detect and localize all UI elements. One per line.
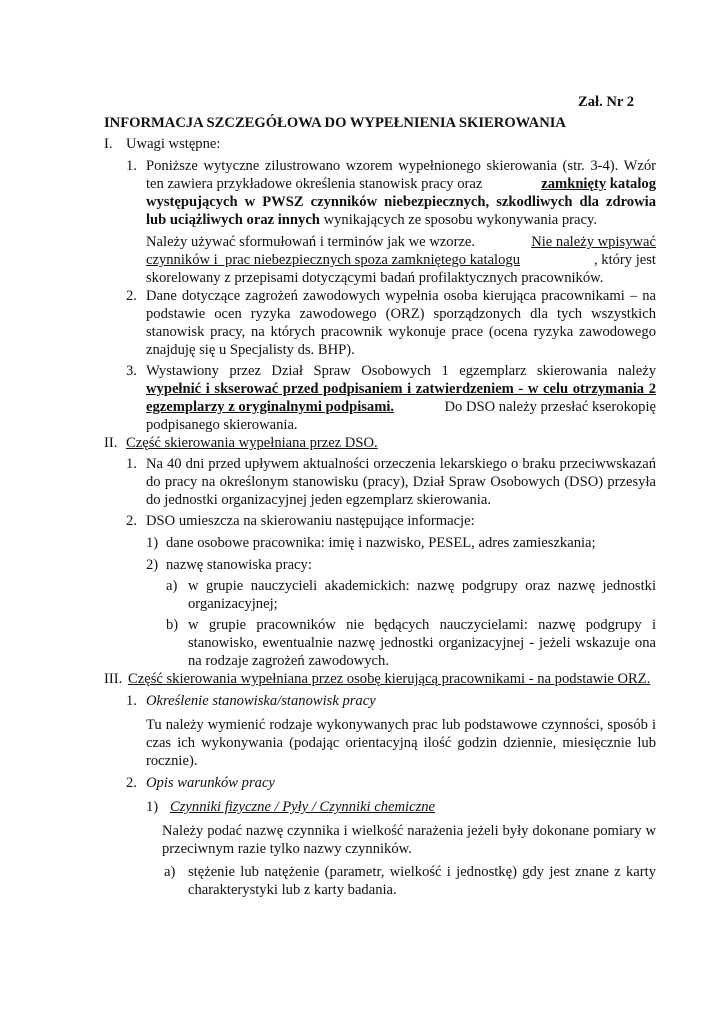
- s3-item-1-number: 1.: [126, 693, 137, 709]
- s1-item-2-number: 2.: [126, 288, 137, 304]
- s1-item-3-number: 3.: [126, 363, 137, 379]
- s2-item-1-number: 1.: [126, 456, 137, 472]
- s3-item-2-title: Opis warunków pracy: [146, 775, 275, 791]
- s1-item-1-line-4: [146, 211, 597, 229]
- s3-item-1-line-2: czas ich wykonywania (podając orientacyjną ilość godzin dziennie, miesięcznie lub: [146, 735, 656, 751]
- text-run: zamknięty katalog: [541, 176, 656, 192]
- s1-item-1-number: 1.: [126, 158, 137, 174]
- s2-sub-a-line-1: w grupie nauczycieli akademickich: nazwę podgrupy oraz nazwę jednostki: [188, 578, 656, 594]
- s1-item-3-line-4: podpisanego skierowania.: [146, 417, 298, 433]
- s3-sub-1-number: 1): [146, 799, 159, 815]
- s2-sub-1-text: dane osobowe pracownika: imię i nazwisko, PESEL, adres zamieszkania;: [166, 535, 596, 551]
- s2-sub-b-line-1: w grupie pracowników nie będących nauczycielami: nazwę podgrupy i: [188, 617, 656, 633]
- text-run: Należy używać sformułowań i terminów jak we wzorze.: [146, 234, 476, 250]
- s1-item-2-line-1: Dane dotyczące zagrożeń zawodowych wypełnia osoba kierująca pracownikami – na: [146, 288, 656, 304]
- section-1-heading: Uwagi wstępne:: [126, 136, 221, 152]
- text-run: Nie należy wpisywać: [531, 234, 656, 250]
- section-2-heading: Część skierowania wypełniana przez DSO.: [126, 435, 378, 451]
- s1-item-1b-line-2: [146, 251, 656, 269]
- text-run: wynikających ze sposobu wykonywania pracy.: [323, 212, 597, 228]
- s1-item-3-line-3: [146, 398, 656, 416]
- s1-item-3-line-2: wypełnić i skserować przed podpisaniem i zatwierdzeniem - w celu otrzymania 2: [146, 381, 656, 397]
- s2-sub-2-number: 2): [146, 557, 159, 573]
- s3-item-1-line-1: Tu należy wymienić rodzaje wykonywanych prac lub podstawowe czynności, sposób i: [146, 717, 656, 733]
- s3-sub-a-line-1: stężenie lub natężenie (parametr, wielkość i jednostkę) gdy jest znane z karty: [188, 864, 656, 880]
- s2-item-1-line-1: Na 40 dni przed upływem aktualności orzeczenia lekarskiego o braku przeciwwskazań: [146, 456, 656, 472]
- s3-sub-a-number: a): [164, 864, 176, 880]
- s1-item-1b-line-3: skorelowany z przepisami dotyczącymi badań profilaktycznych pracowników.: [146, 270, 604, 286]
- s1-item-1-line-1: Poniższe wytyczne zilustrowano wzorem wypełnionego skierowania (str. 3-4). Wzór: [146, 158, 656, 174]
- text-run: czynników i prac niebezpiecznych spoza zamkniętego katalogu: [146, 252, 521, 268]
- s2-item-2-line-1: DSO umieszcza na skierowaniu następujące informacje:: [146, 513, 475, 529]
- s3-item-2-number: 2.: [126, 775, 137, 791]
- s3-sub-a-line-2: charakterystyki lub z karty badania.: [188, 882, 397, 898]
- s2-sub-b-line-3: na rodzaje zagrożeń zawodowych.: [188, 653, 389, 669]
- s2-sub-b-number: b): [166, 617, 179, 633]
- document-title: INFORMACJA SZCZEGÓŁOWA DO WYPEŁNIENIA SKIEROWANIA: [104, 115, 566, 131]
- section-2-number: II.: [104, 435, 118, 451]
- s2-item-1-line-3: do jednostki organizacyjnej jeden egzemplarz skierowania.: [146, 492, 491, 508]
- attachment-number: Zał. Nr 2: [578, 94, 635, 110]
- s3-sub-1-title: Czynniki fizyczne / Pyły / Czynniki chemiczne: [170, 799, 436, 815]
- s3-sub-1-line-1: Należy podać nazwę czynnika i wielkość narażenia jeżeli były dokonane pomiary w: [162, 823, 656, 839]
- text-run: ten zawiera przykładowe określenia stanowisk pracy oraz: [146, 176, 483, 192]
- s1-item-3-line-1: Wystawiony przez Dział Spraw Osobowych 1 egzemplarz skierowania należy: [146, 363, 656, 379]
- s1-item-1-line-2: [146, 175, 656, 193]
- s1-item-2-line-3: stanowisk pracy, na których pracownik wykonuje prace (ocena ryzyka zawodowego: [146, 324, 656, 340]
- s3-item-1-title: Określenie stanowiska/stanowisk pracy: [146, 693, 376, 709]
- s1-item-1b-line-1: [146, 233, 656, 251]
- text-run: Do DSO należy przesłać kserokopię: [444, 399, 656, 415]
- section-3-number: III.: [104, 671, 123, 687]
- section-3-heading: Część skierowania wypełniana przez osobę kierującą pracownikami - na podstawie ORZ.: [128, 671, 651, 687]
- section-1-number: I.: [104, 136, 113, 152]
- s3-sub-1-line-2: przeciwnym razie tylko nazwy czynników.: [162, 841, 412, 857]
- s1-item-2-line-4: znajduję się u Specjalisty ds. BHP).: [146, 342, 355, 358]
- s2-item-2-number: 2.: [126, 513, 137, 529]
- s2-sub-2-text: nazwę stanowiska pracy:: [166, 557, 312, 573]
- s1-item-1-line-3: występujących w PWSZ czynników niebezpiecznych, szkodliwych dla zdrowia: [146, 194, 656, 210]
- s2-sub-a-number: a): [166, 578, 178, 594]
- s3-item-1-line-3: rocznie).: [146, 753, 198, 769]
- s2-sub-a-line-2: organizacyjnej;: [188, 596, 278, 612]
- text-run: , który jest: [593, 252, 656, 268]
- s2-sub-b-line-2: stanowisko, ewentualnie nazwę jednostki organizacyjnej - jeżeli wskazuje ona: [188, 635, 656, 651]
- s2-sub-1-number: 1): [146, 535, 159, 551]
- text-run: lub uciążliwych oraz innych: [146, 212, 320, 228]
- text-run: egzemplarzy z oryginalnymi podpisami.: [146, 399, 395, 415]
- s1-item-2-line-2: podstawie ocen ryzyka zawodowego (ORZ) sporządzonych dla tych wszystkich: [146, 306, 656, 322]
- s2-item-1-line-2: do pracy na określonym stanowisku (pracy), Dział Spraw Osobowych (DSO) przesyła: [146, 474, 656, 490]
